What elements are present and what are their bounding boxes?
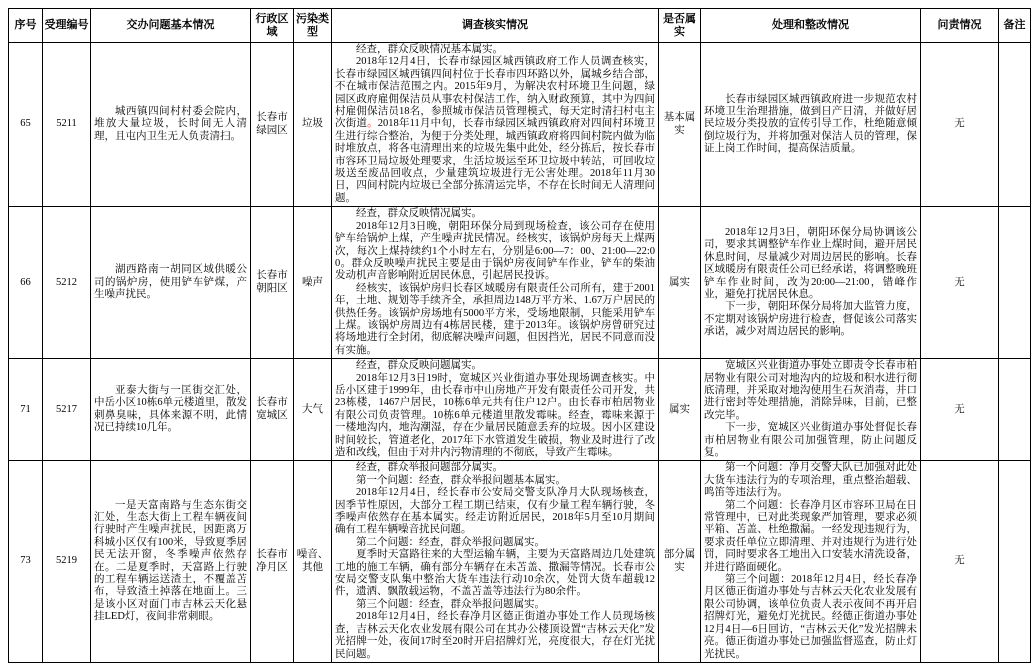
cell-pollution: 噪声: [294, 207, 332, 359]
table-row: [9, 207, 1031, 359]
cell-problem: [91, 43, 251, 207]
paragraph: 2018年12月3日，朝阳环保分局协调该公司，要求其调整铲车作业上煤时间，避开居民休息时间，尽量减少对周边居民的影响。长春区域暖房有限责任公司已经承诺，将调整晚班铲车作业时间，改为20:00—21:00，错峰作业，避免打扰居民休息。: [704, 226, 917, 300]
table-row: [9, 359, 1031, 461]
paragraph: 长春市绿园区城西镇政府进一步规范农村环境卫生治理措施，做到日产日清，并做好居民垃圾分类投放的宣传引导工作，杜绝随意倾倒垃圾行为，并将加强对保洁人员的管理，保证上岗工作时间，提高保洁质量。: [704, 93, 917, 155]
paragraph: 第一个问题：净月交警大队已加强对此处大货车违法行为的专项治理，重点整治超载、鸣笛等违法行为。: [704, 462, 917, 499]
cell-truth: 部分属实: [659, 461, 701, 663]
col-header-pollution: 污染类型: [294, 9, 332, 43]
cell-truth: 属实: [659, 207, 701, 359]
cell-handling: [701, 461, 921, 663]
table-row: [9, 461, 1031, 663]
paragraph: 第三个问题：经查，群众举报问题属实。: [356, 598, 545, 610]
paragraph: 下一步，朝阳环保分局将加大监管力度，不定期对该锅炉房进行检查，督促该公司落实承诺，减少对周边居民的影响。: [704, 301, 917, 338]
paragraph: 2018年12月4日，经长春市公安局交警支队净月大队现场核查，因季节性原因，大部分工程工期已结束，仅有少量工程车辆行驶，冬季噪声依然存在基本属实。经走访附近居民，2018年5月至10月期间确有工程车辆噪音扰民问题。: [335, 487, 655, 536]
cell-investigation: [332, 207, 659, 359]
paragraph: 经查，群众反映情况基本属实。: [356, 44, 503, 55]
cell-region: 长春市宽城区: [251, 359, 294, 461]
cell-case-no: 5212: [43, 207, 91, 359]
cell-case-no: 5219: [43, 461, 91, 663]
cell-case-no: 5217: [43, 359, 91, 461]
cell-accountability: 无: [921, 43, 999, 207]
cell-remark: [999, 359, 1031, 461]
cell-handling: [701, 43, 921, 207]
cell-seq: 73: [9, 461, 43, 663]
cell-investigation: [332, 461, 659, 663]
col-header-remark: 备注: [999, 9, 1031, 43]
text-segment: 2018年11月中旬，长春市绿园区城西镇政府对四间村环境卫生进行综合整治，为便于分类处理，城西镇政府将四间村院内做为临时堆放点，将各屯清理出来的垃圾先集中此处，经分拣后，按长春市市容环卫局垃圾处理要求，生活垃圾运至环卫垃圾中转站，可回收垃圾送至废品回收点，少量建筑垃圾进行无公害处理。2018年11月30日，四间村院内垃圾已全部分拣清运完毕，不存在长时间无人清理问题。: [335, 118, 656, 204]
col-header-investigation: 调查核实情况: [332, 9, 659, 43]
cell-pollution: 大气: [294, 359, 332, 461]
red-period: 。: [367, 118, 378, 130]
cell-handling: [701, 207, 921, 359]
col-header-case-no: 受理编号: [43, 9, 91, 43]
cell-problem: [91, 461, 251, 663]
cell-remark: [999, 43, 1031, 207]
paragraph: 2018年12月3日19时，宽城区兴业街道办事处现场调查核实。中岳小区建于1999年，由长春市中山房地产开发有限责任公司开发，共23栋楼，1467户居民，10栋6单元共有住户12户。由长春市柏居物业有限公司负责管理。10栋6单元楼道里散发霉味。经查，霉味来源于一楼地沟内，地沟潮湿，存在少量居民随意丢弃的垃圾。因小区建设时间较长，管道老化，2017年下水管道发生破损，物业及时进行了改造和改线，但由于对井内污物清理的不彻底，导致产生霉味。: [335, 372, 655, 458]
paragraph: 2018年12月3日晚，朝阳环保分局到现场检查，该公司存在使用铲车给锅炉上煤，产生噪声扰民情况。经核实，该锅炉房每天上煤两次，每次上煤持续约1个小时左右，分别是6:00—7：00、21:00—22:00。群众反映噪声扰民主要是由于锅炉房夜间铲车作业，铲车的柴油发动机声音影响附近居民休息，引起居民投诉。: [335, 220, 655, 282]
paragraph: 第二个问题：经查，群众举报问题属实。: [356, 536, 545, 548]
col-header-accountability: 问责情况: [921, 9, 999, 43]
cell-remark: [999, 461, 1031, 663]
cell-region: 长春市绿园区: [251, 43, 294, 207]
paragraph: [335, 56, 655, 205]
paragraph: 湖西路南一胡同区域供暖公司的锅炉房，使用铲车铲煤，产生噪声扰民。: [94, 264, 247, 300]
cell-region: 长春市净月区: [251, 461, 294, 663]
cell-seq: 71: [9, 359, 43, 461]
cell-seq: 65: [9, 43, 43, 207]
cell-accountability: 无: [921, 359, 999, 461]
cell-case-no: 5211: [43, 43, 91, 207]
table-row: [9, 43, 1031, 207]
paragraph: 一是天富南路与生态东街交汇处，生态大街上工程车辆夜间行驶时产生噪声扰民，因距离万科城小区仅有100米，导致夏季居民无法开窗，冬季噪声依然存在。二是夏季时，天富路上行驶的工程车辆运送渣土，不覆盖苫布，导致渣土掉落在地面上。三是该小区对面门市吉林云天化悬挂LED灯，夜间非常刺眼。: [94, 499, 247, 623]
cell-investigation: [332, 43, 659, 207]
paragraph: 第二个问题：长春净月区市容环卫局在日常管理中，已对此类现象严加管理，要求必须平箱、苫盖、杜绝撒漏。一经发现违规行为，要求责任单位立即清理、并对违规行为进行处罚，同时要求各工地出入口安装水清洗设备，并进行路面硬化。: [704, 499, 917, 573]
cell-handling: [701, 359, 921, 461]
paragraph: 下一步，宽城区兴业街道办事处督促长春市柏居物业有限公司加强管理，防止问题反复。: [704, 422, 917, 458]
text-segment: 2018年12月4日，长春市绿园区城西镇政府工作人员调查核实，长春市绿园区城西镇四间村位于长春市四环路以外，属城乡结合部，不在城市保洁范围之内。2015年9月，为解决农村环境卫生问题，绿园区政府雇佣保洁员从事农村保洁工作，纳入财政预算，其中为四间村雇佣保洁员18名，参照城市保洁员管理模式，每天定时清扫村屯主次街道: [335, 56, 655, 130]
cell-investigation: [332, 359, 659, 461]
paragraph: 第三个问题：2018年12月4日，经长春净月区德正街道办事处与吉林云天化农业发展有限公司协调，该单位负责人表示夜间不再开启招牌灯光，避免灯光扰民。经德正街道办事处12月4日—6日回访，“吉林云天化”发光招牌未亮。德正街道办事处已加强监督巡查，防止灯光扰民。: [704, 574, 917, 660]
col-header-truth: 是否属实: [659, 9, 701, 43]
paragraph: 经查，群众反映问题属实。: [356, 360, 482, 372]
cell-accountability: 无: [921, 461, 999, 663]
cell-truth: 属实: [659, 359, 701, 461]
cell-truth: 基本属实: [659, 43, 701, 207]
cell-accountability: 无: [921, 207, 999, 359]
cell-remark: [999, 207, 1031, 359]
col-header-handling: 处理和整改情况: [701, 9, 921, 43]
paragraph: 宽城区兴业街道办事处立即责令长春市柏居物业有限公司对地沟内的垃圾和积水进行彻底清理，并采取对地沟使用生石灰消毒，井口进行密封等处理措施，消除异味，目前，已整改完毕。: [704, 360, 917, 421]
paragraph: 亚泰大街与一匡街交汇处，中岳小区10栋6单元楼道里，散发刺鼻臭味，具体来源不明，此情况已持续10几年。: [94, 384, 247, 434]
cell-problem: [91, 359, 251, 461]
paragraph: 经查，群众反映情况属实。: [356, 208, 482, 220]
cell-region: 长春市朝阳区: [251, 207, 294, 359]
paragraph: 2018年12月4日，经长春净月区德正街道办事处工作人员现场核查，吉林云天化农业发展有限公司在其办公楼顶设置“吉林云天化”发光招牌一处，夜间17时至20时开启招牌灯光，亮度很大，存在灯光扰民问题。: [335, 611, 655, 660]
col-header-region: 行政区域: [251, 9, 294, 43]
complaint-table: [8, 8, 1031, 663]
header-row: [9, 9, 1031, 43]
cell-pollution: 噪音、其他: [294, 461, 332, 663]
col-header-problem: 交办问题基本情况: [91, 9, 251, 43]
cell-pollution: 垃圾: [294, 43, 332, 207]
cell-problem: [91, 207, 251, 359]
paragraph: 经核实，该锅炉房归长春区域暖房有限责任公司所有，建于2001年，土地、规划等手续齐全，承担周边148万平方米、1.67万户居民的供热任务。该锅炉房场地有5000平方米，受场地限制，只能采用铲车上煤。该锅炉房周边有4栋居民楼，建于2013年。该锅炉房曾研究过将场地进行全封闭，彻底解决噪声问题，但因挡光，居民不同意而没有实施。: [335, 282, 655, 356]
paragraph: 夏季时天富路往来的大型运输车辆，主要为天富路周边几处建筑工地的施工车辆，确有部分车辆存在未苫盖、撒漏等情况。长春市公安局交警支队集中整治大货车违法行动10余次，处罚大货车超载12件，遗洒、飘散载运物，不盖苫盖等违法行为80余件。: [335, 549, 655, 598]
cell-seq: 66: [9, 207, 43, 359]
paragraph: 城西镇四间村村委会院内，堆放大量垃圾，长时间无人清理，且屯内卫生无人负责清扫。: [94, 106, 247, 142]
paragraph: 经查，群众举报问题部分属实。: [356, 462, 503, 474]
col-header-seq: 序号: [9, 9, 43, 43]
paragraph: 第一个问题：经查，群众举报问题基本属实。: [356, 474, 566, 486]
